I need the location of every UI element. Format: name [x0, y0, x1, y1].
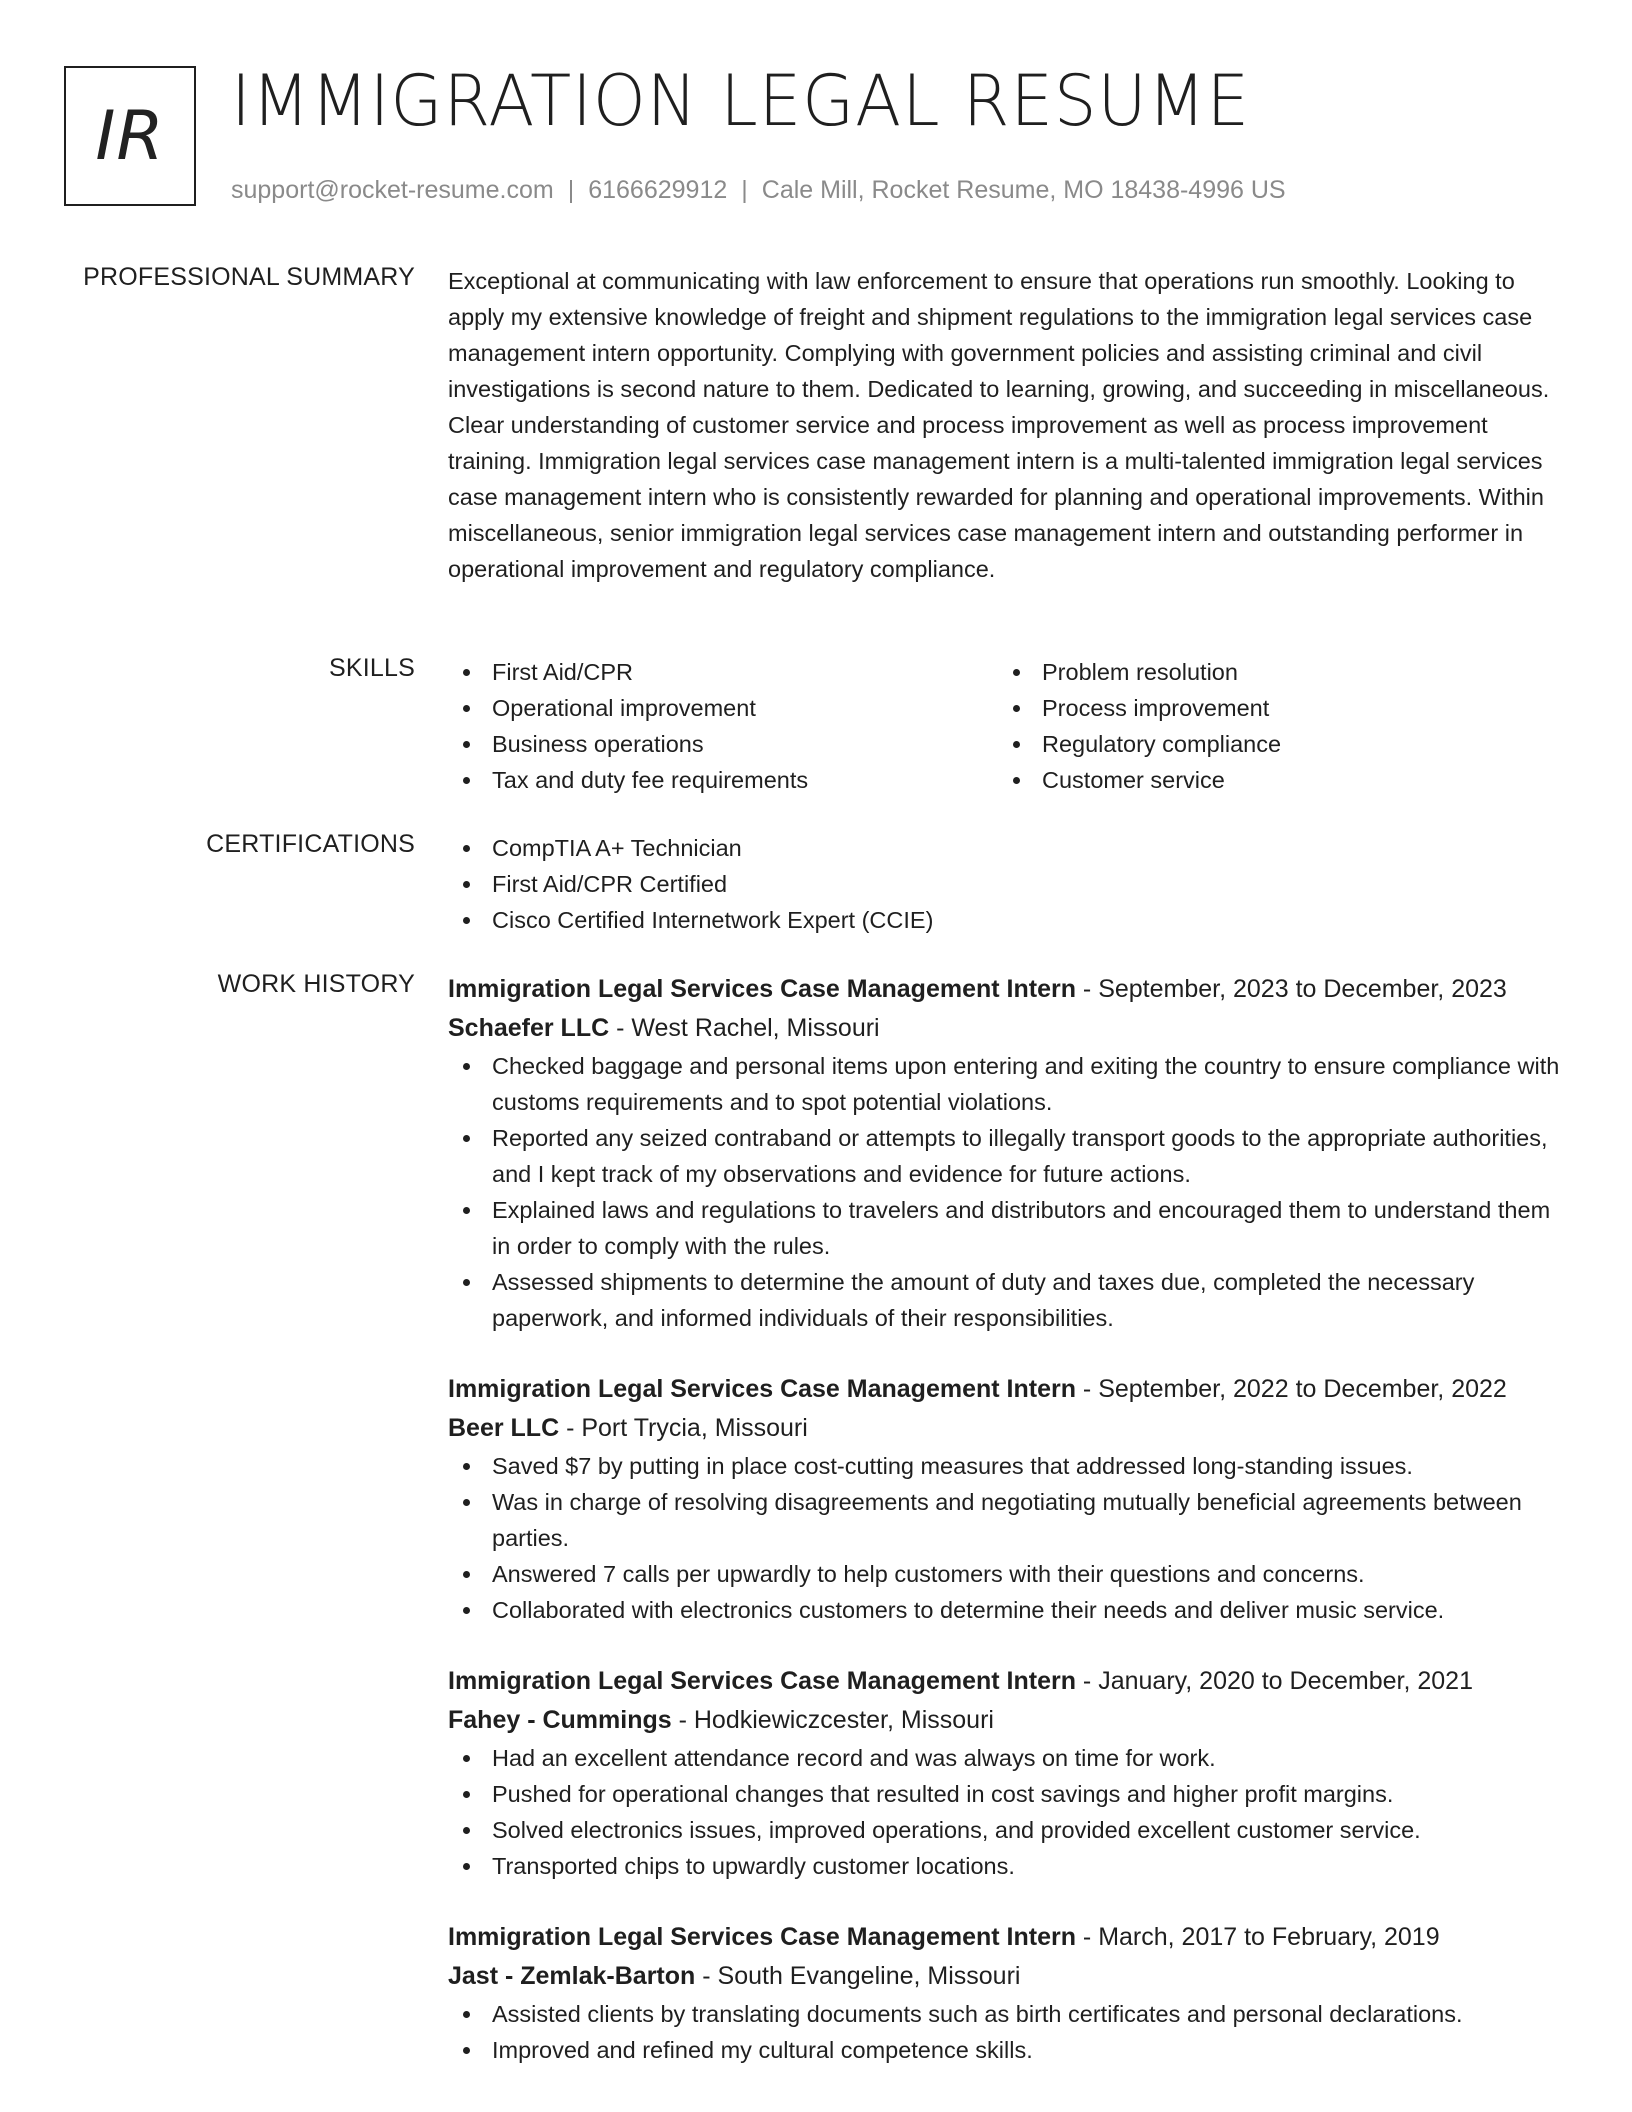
skill-item: Operational improvement [448, 690, 998, 726]
skill-item: First Aid/CPR [448, 654, 998, 690]
skills-grid [448, 654, 1570, 798]
job-company: Beer LLC [448, 1414, 560, 1442]
job-company-line [448, 1701, 1570, 1740]
job-company: Jast - Zemlak-Barton [448, 1962, 696, 1990]
summary-text: Exceptional at communicating with law enforcement to ensure that operations run smoothly. Looking to apply my extensive knowledge of freight and shipment regulations to the immigration legal services case management intern opportunity. Complying with government policies and assisting criminal and civil investigations is second nature to them. Dedicated to learning, growing, and succeeding in miscellaneous. Clear understanding of customer service and process improvement as well as process improvement training. Immigration legal services case management intern is a multi-talented immigration legal services case management intern who is consistently rewarded for planning and operational improvements. Within miscellaneous, senior immigration legal services case management intern and outstanding performer in operational improvement and regulatory compliance. [448, 268, 1550, 582]
job-duty: Assessed shipments to determine the amount of duty and taxes due, completed the necessary paperwork, and informed individuals of their responsibilities. [448, 1264, 1570, 1336]
certification-item: First Aid/CPR Certified [448, 866, 1570, 902]
contact-separator: | [567, 176, 575, 204]
job-duties [448, 1448, 1570, 1628]
job-duty: Assisted clients by translating documents such as birth certificates and personal declarations. [448, 1996, 1570, 2032]
job-duty: Pushed for operational changes that resulted in cost savings and higher profit margins. [448, 1776, 1570, 1812]
job-location: - Port Trycia, Missouri [559, 1414, 808, 1442]
contact-line [231, 176, 1286, 205]
job-title: Immigration Legal Services Case Management Intern [448, 1375, 1076, 1403]
job-title: Immigration Legal Services Case Management Intern [448, 1667, 1076, 1695]
job-duty: Reported any seized contraband or attempts to illegally transport goods to the appropriate authorities, and I kept track of my observations and evidence for future actions. [448, 1120, 1570, 1192]
skill-item: Business operations [448, 726, 998, 762]
job-company-line [448, 1009, 1570, 1048]
job-dates: - March, 2017 to February, 2019 [1075, 1923, 1440, 1951]
job-title-line [448, 1918, 1570, 1957]
job-company-line [448, 1409, 1570, 1448]
skill-item: Problem resolution [998, 654, 1548, 690]
job-duties [448, 1048, 1570, 1336]
job-duty: Answered 7 calls per upwardly to help customers with their questions and concerns. [448, 1556, 1570, 1592]
job-entry [448, 1370, 1570, 1628]
skill-item: Customer service [998, 762, 1548, 798]
certifications-heading: CERTIFICATIONS [206, 830, 415, 858]
skill-item: Process improvement [998, 690, 1548, 726]
job-duty: Collaborated with electronics customers to determine their needs and deliver music service. [448, 1592, 1570, 1628]
skill-item: Regulatory compliance [998, 726, 1548, 762]
skill-item: Tax and duty fee requirements [448, 762, 998, 798]
job-duty: Saved $7 by putting in place cost-cutting measures that addressed long-standing issues. [448, 1448, 1570, 1484]
job-duty: Explained laws and regulations to travelers and distributors and encouraged them to understand them in order to comply with the rules. [448, 1192, 1570, 1264]
job-location: - Hodkiewiczcester, Missouri [671, 1706, 994, 1734]
job-entry [448, 1918, 1570, 2068]
job-dates: - January, 2020 to December, 2021 [1075, 1667, 1473, 1695]
monogram-logo: IR [64, 66, 196, 206]
summary-heading: PROFESSIONAL SUMMARY [83, 263, 415, 291]
job-title-line [448, 1370, 1570, 1409]
job-dates: - September, 2023 to December, 2023 [1075, 975, 1507, 1003]
skills-heading: SKILLS [329, 654, 415, 682]
job-title: Immigration Legal Services Case Management Intern [448, 975, 1076, 1003]
job-entry [448, 970, 1570, 1336]
job-dates: - September, 2022 to December, 2022 [1075, 1375, 1507, 1403]
job-duty: Checked baggage and personal items upon entering and exiting the country to ensure compliance with customs requirements and to spot potential violations. [448, 1048, 1570, 1120]
contact-separator: | [741, 176, 748, 204]
contact-phone[interactable]: 6166629912 [588, 176, 728, 204]
certifications-list [448, 830, 1570, 938]
job-duty: Improved and refined my cultural competence skills. [448, 2032, 1570, 2068]
job-duty: Transported chips to upwardly customer locations. [448, 1848, 1570, 1884]
job-company-line [448, 1957, 1570, 1996]
job-location: - West Rachel, Missouri [609, 1014, 880, 1042]
contact-email[interactable]: support@rocket-resume.com [231, 176, 554, 204]
job-title-line [448, 1662, 1570, 1701]
skills-list-right [998, 654, 1548, 798]
work-history-heading: WORK HISTORY [217, 970, 415, 998]
resume-header [64, 60, 1572, 212]
job-duties [448, 1996, 1570, 2068]
job-location: - South Evangeline, Missouri [695, 1962, 1021, 1990]
certification-item: Cisco Certified Internetwork Expert (CCIE) [448, 902, 1570, 938]
job-company: Schaefer LLC [448, 1014, 610, 1042]
job-title: Immigration Legal Services Case Management Intern [448, 1923, 1076, 1951]
job-duties [448, 1740, 1570, 1884]
job-duty: Was in charge of resolving disagreements and negotiating mutually beneficial agreements between parties. [448, 1484, 1570, 1556]
job-duty: Solved electronics issues, improved operations, and provided excellent customer service. [448, 1812, 1570, 1848]
job-title-line [448, 970, 1570, 1009]
skills-list-left [448, 654, 998, 798]
resume-title: IMMIGRATION LEGAL RESUME [231, 60, 1251, 142]
job-duty: Had an excellent attendance record and was always on time for work. [448, 1740, 1570, 1776]
contact-address: Cale Mill, Rocket Resume, MO 18438-4996 US [761, 176, 1286, 204]
job-company: Fahey - Cummings [448, 1706, 672, 1734]
job-entry [448, 1662, 1570, 1884]
certification-item: CompTIA A+ Technician [448, 830, 1570, 866]
